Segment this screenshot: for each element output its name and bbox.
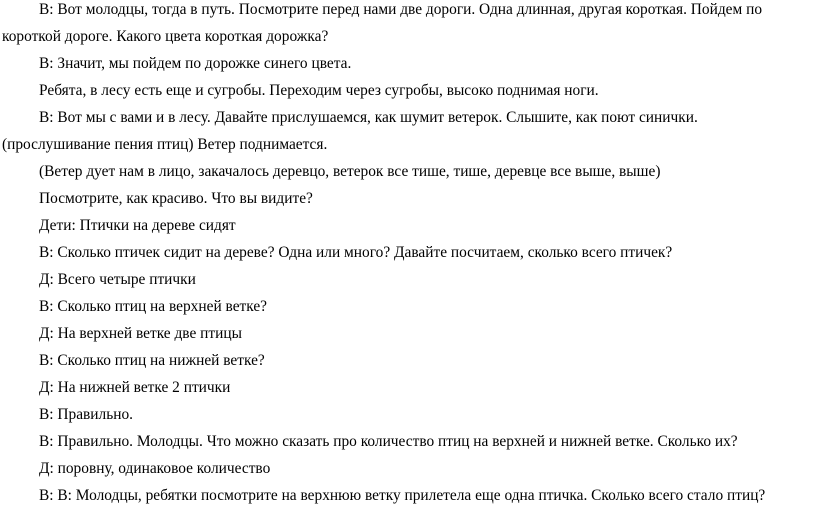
text-line-9: Дети: Птички на дереве сидят (39, 217, 236, 234)
text-line-7: (Ветер дует нам в лицо, закачалось деревцо, ветерок все тише, тише, деревце все выше, выше) (39, 163, 661, 180)
text-line-14: В: Сколько птиц на нижней ветке? (39, 352, 265, 369)
text-line-11: Д: Всего четыре птички (39, 271, 196, 288)
text-line-19: В: В: Молодцы, ребятки посмотрите на верхнюю ветку прилетела еще одна птичка. Сколько всего стало птиц? (39, 487, 766, 504)
text-line-15: Д: На нижней ветке 2 птички (39, 379, 231, 396)
text-line-1: В: Вот молодцы, тогда в путь. Посмотрите перед нами две дороги. Одна длинная, другая короткая. Пойдем по (39, 1, 763, 18)
text-line-2: короткой дороге. Какого цвета короткая дорожка? (2, 28, 329, 45)
text-line-8: Посмотрите, как красиво. Что вы видите? (39, 190, 313, 207)
text-line-3: В: Значит, мы пойдем по дорожке синего цвета. (39, 55, 352, 72)
text-line-12: В: Сколько птиц на верхней ветке? (39, 298, 268, 315)
text-line-18: Д: поровну, одинаковое количество (39, 460, 271, 477)
text-line-10: В: Сколько птичек сидит на дереве? Одна или много? Давайте посчитаем, сколько всего птичек? (39, 244, 673, 261)
text-line-5: В: Вот мы с вами и в лесу. Давайте прислушаемся, как шумит ветерок. Слышите, как поют синички. (39, 109, 698, 126)
text-line-4: Ребята, в лесу есть еще и сугробы. Переходим через сугробы, высоко поднимая ноги. (39, 82, 599, 99)
text-line-6: (прослушивание пения птиц) Ветер поднимается. (2, 136, 328, 153)
text-line-16: В: Правильно. (39, 406, 134, 423)
text-line-17: В: Правильно. Молодцы. Что можно сказать про количество птиц на верхней и нижней ветке. Сколько их? (39, 433, 738, 450)
text-line-13: Д: На верхней ветке две птицы (39, 325, 242, 342)
